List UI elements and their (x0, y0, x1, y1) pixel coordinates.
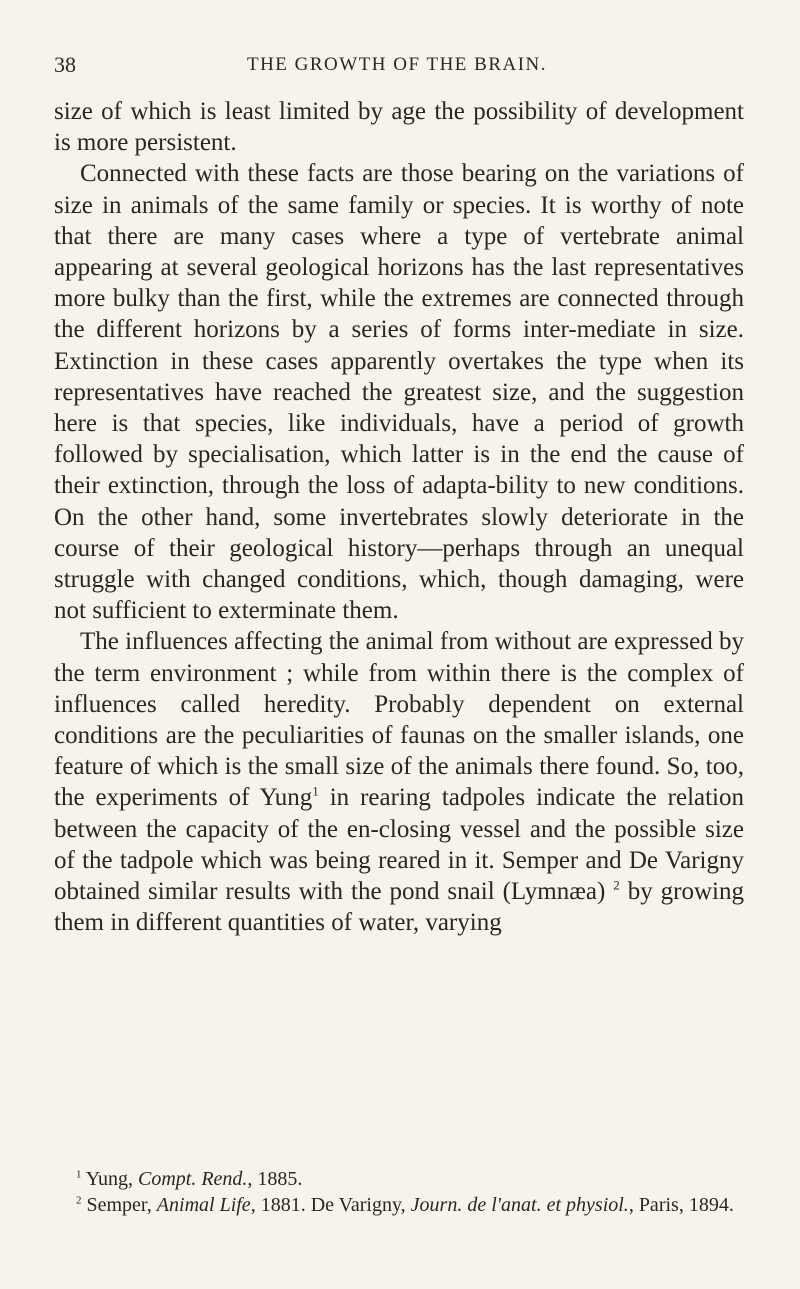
paragraph-3-part-a: The influences affecting the animal from without are expressed by the term environment ; while from within there is the complex of influences called heredity. Probably dependent on external conditions are the peculiarities of faunas on the smaller islands, one feature of which is the small size of the animals there found. So, too, the experiments of Yung (54, 628, 744, 812)
paragraph-3-part-b: in rearing tadpoles indicate the relation between the capacity of the en-closing vessel and the possible size of the tadpole which was being reared in it. Semper and De Varigny obtained similar results with the pond snail (Lymnæa) (54, 784, 744, 906)
page-header (54, 52, 740, 82)
footnote-2-mid: , 1881. De Varigny, (250, 1194, 411, 1216)
footnote-2-mark: 2 (76, 1194, 82, 1207)
footnote-2-author: Semper, (81, 1194, 157, 1216)
page-number: 38 (54, 52, 76, 77)
paragraph-1: size of which is least limited by age the possibility of development is more persistent. (54, 98, 744, 157)
footnote-1-rest: , 1885. (247, 1168, 303, 1190)
footnote-2 (54, 1192, 744, 1218)
footnote-1-author: Yung, (81, 1168, 138, 1190)
footnote-ref-2[interactable]: 2 (613, 877, 620, 893)
paragraph-3 (54, 626, 744, 938)
footnote-1-title: Compt. Rend. (137, 1168, 248, 1190)
paragraph-2: Connected with these facts are those bearing on the variations of size in animals of the same family or species. It is worthy of note that there are many cases where a type of vertebrate animal appearing at several geological horizons has the last representatives more bulky than the first, while the extremes are connected through the different horizons by a series of forms inter-mediate in size. Extinction in these cases apparently overtakes the type when its representatives have reached the greatest size, and the suggestion here is that species, like individuals, have a period of growth followed by specialisation, which latter is in the end the cause of their extinction, through the loss of adapta-bility to new conditions. On the other hand, some invertebrates slowly deteriorate in the course of their geological history—perhaps through an unequal struggle with changed conditions, which, though damaging, were not sufficient to exterminate them. (54, 160, 744, 625)
footnote-2-rest: , Paris, 1894. (628, 1194, 734, 1216)
footnote-2-title-2: Journ. de l'anat. et physiol. (410, 1194, 629, 1216)
paragraph-3-part-c: by growing them in different quantities of water, varying (54, 878, 744, 937)
footnote-ref-1[interactable]: 1 (312, 784, 319, 800)
footnote-1 (54, 1166, 744, 1192)
running-title: THE GROWTH OF THE BRAIN. (246, 54, 548, 75)
body-text (54, 96, 744, 938)
footnotes (54, 1166, 744, 1218)
footnote-1-mark: 1 (76, 1168, 82, 1181)
footnote-2-title: Animal Life (156, 1194, 251, 1216)
